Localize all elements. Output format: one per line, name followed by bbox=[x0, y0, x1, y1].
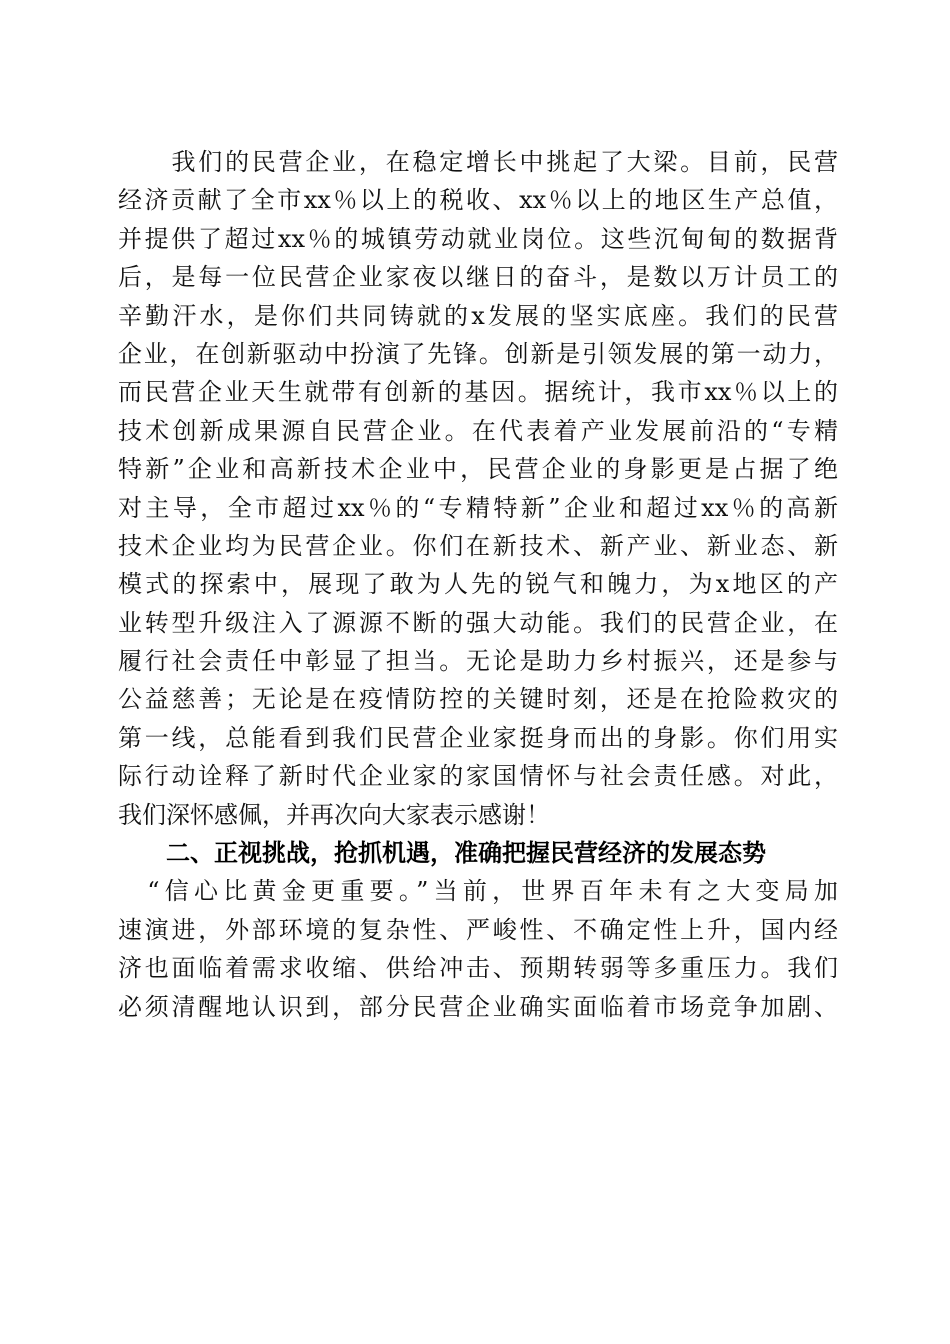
paragraph-2 bbox=[118, 872, 838, 1026]
text-line: 际行动诠释了新时代企业家的家国情怀与社会责任感。对此， bbox=[118, 762, 838, 791]
text-line: 技术企业均为民营企业。你们在新技术、新产业、新业态、新 bbox=[118, 531, 838, 560]
text-line: 我们的民营企业，在稳定增长中挑起了大梁。目前，民营 bbox=[118, 148, 838, 176]
text-line: 对主导，全市超过xx％的“专精特新”企业和超过xx％的高新 bbox=[118, 493, 838, 522]
text-line: “信心比黄金更重要。”当前，世界百年未有之大变局加 bbox=[118, 877, 838, 906]
text-line: 我们深怀感佩，并再次向大家表示感谢！ bbox=[118, 800, 550, 829]
text-line: 后，是每一位民营企业家夜以继日的奋斗，是数以万计员工的 bbox=[118, 263, 838, 292]
text-line: 必须清醒地认识到，部分民营企业确实面临着市场竞争加剧、 bbox=[118, 992, 838, 1021]
text-line: 济也面临着需求收缩、供给冲击、预期转弱等多重压力。我们 bbox=[118, 954, 838, 983]
document-body bbox=[118, 143, 838, 1026]
section-heading: 二、正视挑战，抢抓机遇，准确把握民营经济的发展态势 bbox=[166, 839, 766, 868]
text-line: 而民营企业天生就带有创新的基因。据统计，我市xx％以上的 bbox=[118, 378, 838, 407]
text-line: 履行社会责任中彰显了担当。无论是助力乡村振兴，还是参与 bbox=[118, 647, 838, 676]
text-line: 速演进，外部环境的复杂性、严峻性、不确定性上升，国内经 bbox=[118, 915, 838, 944]
text-line: 技术创新成果源自民营企业。在代表着产业发展前沿的“专精 bbox=[118, 416, 838, 445]
text-line: 公益慈善；无论是在疫情防控的关键时刻，还是在抢险救灾的 bbox=[118, 685, 838, 714]
paragraph-1 bbox=[118, 143, 838, 834]
text-line: 模式的探索中，展现了敢为人先的锐气和魄力，为x地区的产 bbox=[118, 570, 838, 599]
text-line: 第一线，总能看到我们民营企业家挺身而出的身影。你们用实 bbox=[118, 723, 838, 752]
text-line: 经济贡献了全市xx％以上的税收、xx％以上的地区生产总值， bbox=[118, 186, 838, 215]
text-line: 并提供了超过xx％的城镇劳动就业岗位。这些沉甸甸的数据背 bbox=[118, 224, 838, 253]
text-line: 企业，在创新驱动中扮演了先锋。创新是引领发展的第一动力， bbox=[118, 339, 838, 368]
text-line: 业转型升级注入了源源不断的强大动能。我们的民营企业，在 bbox=[118, 608, 838, 637]
text-line: 辛勤汗水，是你们共同铸就的x发展的坚实底座。我们的民营 bbox=[118, 301, 838, 330]
text-line: 特新”企业和高新技术企业中，民营企业的身影更是占据了绝 bbox=[118, 455, 838, 484]
